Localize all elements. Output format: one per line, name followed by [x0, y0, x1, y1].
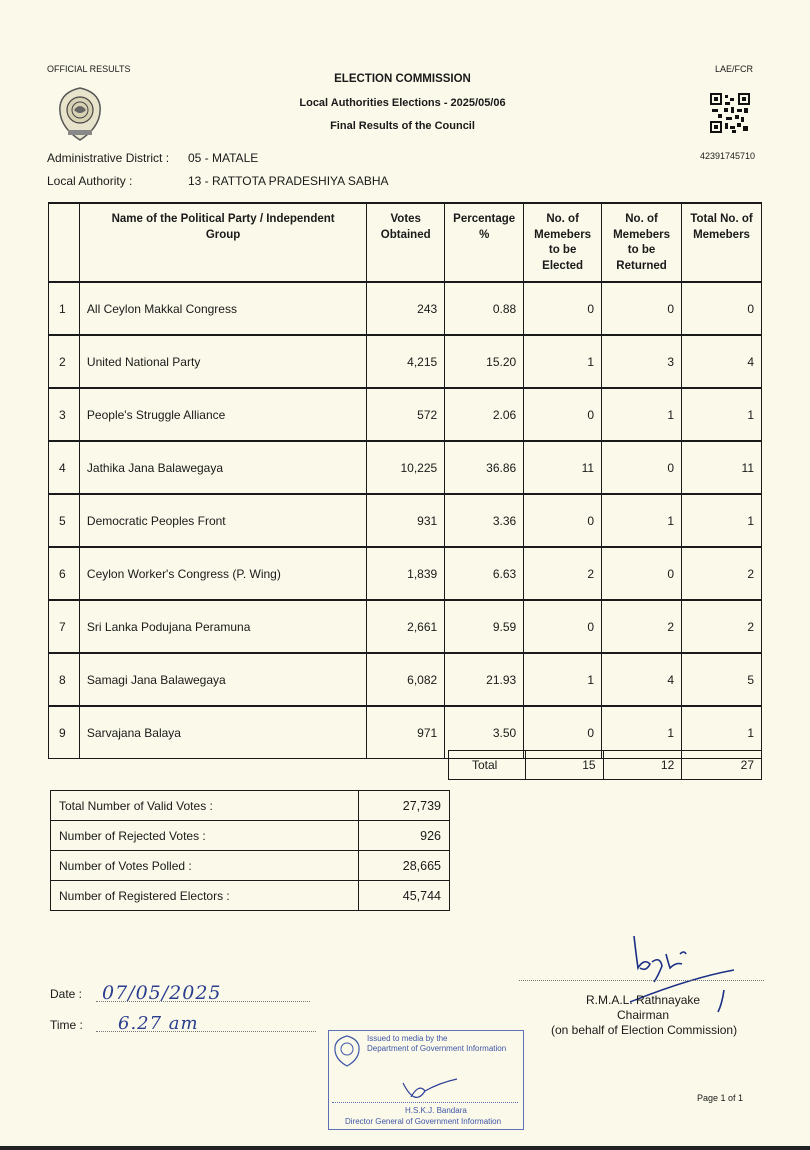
row-number: 6 [49, 547, 80, 600]
table-row [49, 282, 762, 335]
stamp-line2: Department of Government Information [367, 1044, 507, 1053]
signatory-name: R.M.A.L. Rathnayake [586, 993, 701, 1007]
members-returned: 1 [602, 706, 682, 759]
date-label: Date : [50, 987, 83, 1001]
members-total: 1 [682, 388, 762, 441]
district-label: Administrative District : [47, 151, 170, 165]
results-header-row [49, 203, 762, 282]
summary-row [51, 881, 450, 911]
authority-value: 13 - RATTOTA PRADESHIYA SABHA [188, 174, 389, 188]
party-name: Democratic Peoples Front [79, 494, 366, 547]
col-percentage: Percentage % [445, 203, 524, 282]
members-returned: 3 [602, 335, 682, 388]
votes-obtained: 2,661 [367, 600, 445, 653]
official-results-label: OFFICIAL RESULTS [47, 64, 131, 74]
party-name: United National Party [79, 335, 366, 388]
votes-obtained: 4,215 [367, 335, 445, 388]
government-information-stamp [328, 1030, 524, 1130]
col-returned: No. of Memebers to be Returned [602, 203, 682, 282]
totals-table [448, 750, 762, 780]
time-value: 6.27 am [118, 1013, 199, 1034]
votes-obtained: 971 [367, 706, 445, 759]
signature-line [519, 980, 764, 981]
summary-value: 28,665 [359, 851, 450, 881]
row-number: 8 [49, 653, 80, 706]
members-elected: 1 [524, 335, 602, 388]
row-number: 9 [49, 706, 80, 759]
page-number: Page 1 of 1 [697, 1093, 744, 1103]
members-elected: 11 [524, 441, 602, 494]
members-elected: 0 [524, 494, 602, 547]
party-name: Jathika Jana Balawegaya [79, 441, 366, 494]
members-elected: 1 [524, 653, 602, 706]
members-total: 2 [682, 547, 762, 600]
col-number [49, 203, 80, 282]
col-elected: No. of Memebers to be Elected [524, 203, 602, 282]
vote-percentage: 15.20 [445, 335, 524, 388]
votes-obtained: 10,225 [367, 441, 445, 494]
summary-table [50, 790, 450, 911]
col-total: Total No. of Memebers [682, 203, 762, 282]
members-total: 4 [682, 335, 762, 388]
vote-percentage: 21.93 [445, 653, 524, 706]
members-total: 11 [682, 441, 762, 494]
members-returned: 0 [602, 547, 682, 600]
authority-label: Local Authority : [47, 174, 133, 188]
summary-value: 926 [359, 821, 450, 851]
row-number: 5 [49, 494, 80, 547]
party-name: Sarvajana Balaya [79, 706, 366, 759]
date-value: 07/05/2025 [102, 982, 222, 1004]
stamp-line1: Issued to media by the [367, 1034, 448, 1043]
votes-obtained: 1,839 [367, 547, 445, 600]
vote-percentage: 0.88 [445, 282, 524, 335]
bottom-edge [0, 1146, 810, 1150]
members-returned: 2 [602, 600, 682, 653]
table-row [49, 494, 762, 547]
members-elected: 0 [524, 388, 602, 441]
totals-label: Total [449, 751, 526, 780]
row-number: 3 [49, 388, 80, 441]
summary-label: Number of Registered Electors : [51, 881, 359, 911]
members-elected: 0 [524, 282, 602, 335]
stamp-name: H.S.K.J. Bandara [405, 1106, 467, 1115]
stamp-emblem-icon [333, 1035, 361, 1067]
party-name: Ceylon Worker's Congress (P. Wing) [79, 547, 366, 600]
summary-label: Number of Votes Polled : [51, 851, 359, 881]
members-elected: 0 [524, 706, 602, 759]
totals-row [449, 751, 762, 780]
vote-percentage: 36.86 [445, 441, 524, 494]
totals-members: 27 [682, 751, 762, 780]
members-total: 1 [682, 494, 762, 547]
members-returned: 1 [602, 494, 682, 547]
totals-returned: 12 [603, 751, 682, 780]
party-name: All Ceylon Makkal Congress [79, 282, 366, 335]
vote-percentage: 9.59 [445, 600, 524, 653]
members-returned: 0 [602, 441, 682, 494]
members-total: 1 [682, 706, 762, 759]
vote-percentage: 2.06 [445, 388, 524, 441]
summary-row [51, 851, 450, 881]
signatory-title: Chairman [617, 1008, 670, 1022]
signatory-on-behalf: (on behalf of Election Commission) [551, 1023, 738, 1037]
members-total: 2 [682, 600, 762, 653]
votes-obtained: 6,082 [367, 653, 445, 706]
summary-row [51, 791, 450, 821]
totals-elected: 15 [525, 751, 603, 780]
votes-obtained: 931 [367, 494, 445, 547]
emblem-icon [54, 86, 106, 142]
members-elected: 0 [524, 600, 602, 653]
final-results-title: Final Results of the Council [330, 120, 475, 132]
document-number: 42391745710 [700, 151, 756, 161]
row-number: 4 [49, 441, 80, 494]
members-returned: 1 [602, 388, 682, 441]
stamp-title: Director General of Government Information [345, 1117, 502, 1126]
stamp-line [332, 1102, 518, 1103]
party-name: Sri Lanka Podujana Peramuna [79, 600, 366, 653]
row-number: 2 [49, 335, 80, 388]
table-row [49, 547, 762, 600]
col-party: Name of the Political Party / Independent Group [79, 203, 366, 282]
members-total: 0 [682, 282, 762, 335]
time-label: Time : [50, 1018, 83, 1032]
row-number: 1 [49, 282, 80, 335]
members-elected: 2 [524, 547, 602, 600]
results-table [48, 202, 762, 759]
table-row [49, 653, 762, 706]
members-returned: 0 [602, 282, 682, 335]
members-total: 5 [682, 653, 762, 706]
commission-title: ELECTION COMMISSION [334, 73, 471, 85]
summary-value: 27,739 [359, 791, 450, 821]
table-row [49, 441, 762, 494]
col-votes: Votes Obtained [367, 203, 445, 282]
votes-obtained: 243 [367, 282, 445, 335]
row-number: 7 [49, 600, 80, 653]
votes-obtained: 572 [367, 388, 445, 441]
summary-label: Total Number of Valid Votes : [51, 791, 359, 821]
date-line [96, 982, 310, 1002]
vote-percentage: 6.63 [445, 547, 524, 600]
table-row [49, 388, 762, 441]
election-title: Local Authorities Elections - 2025/05/06 [299, 97, 506, 109]
party-name: People's Struggle Alliance [79, 388, 366, 441]
summary-value: 45,744 [359, 881, 450, 911]
vote-percentage: 3.36 [445, 494, 524, 547]
form-code: LAE/FCR [715, 64, 754, 74]
time-line [96, 1013, 316, 1032]
table-row [49, 335, 762, 388]
vote-percentage: 3.50 [445, 706, 524, 759]
qr-code-icon [710, 93, 750, 133]
table-row [49, 600, 762, 653]
district-value: 05 - MATALE [188, 151, 259, 165]
members-returned: 4 [602, 653, 682, 706]
party-name: Samagi Jana Balawegaya [79, 653, 366, 706]
summary-row [51, 821, 450, 851]
summary-label: Number of Rejected Votes : [51, 821, 359, 851]
